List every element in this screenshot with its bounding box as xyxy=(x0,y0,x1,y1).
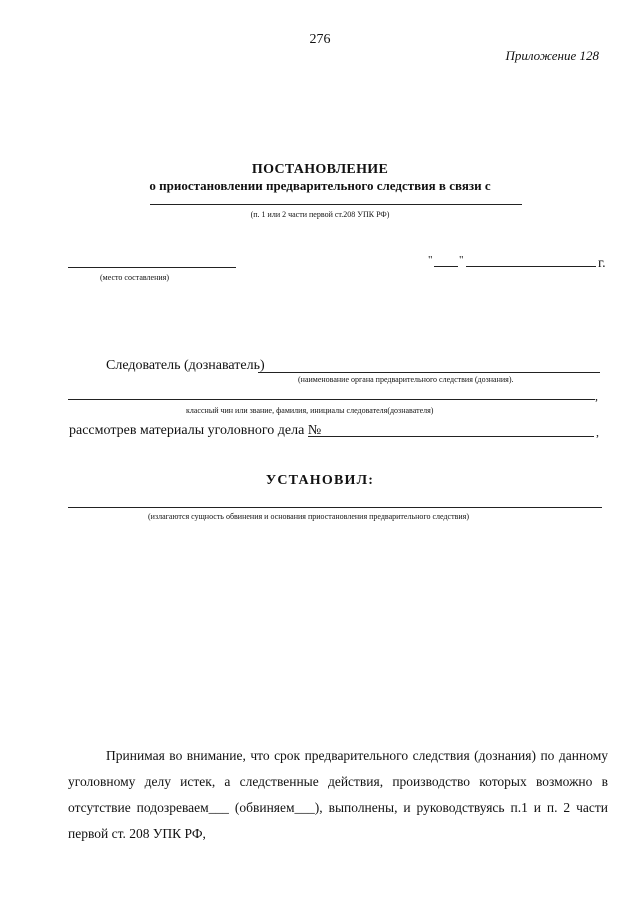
place-blank-line xyxy=(68,267,236,268)
page-number: 276 xyxy=(309,32,331,47)
date-quote-close: " xyxy=(459,254,464,266)
reason-blank-line xyxy=(150,204,522,205)
document-title: ПОСТАНОВЛЕНИЕ xyxy=(251,162,389,177)
agency-hint: (наименование органа предварительного следствия (дознания). xyxy=(298,375,514,384)
case-line-comma: , xyxy=(596,425,599,439)
appendix-label: Приложение 128 xyxy=(505,48,599,63)
place-hint: (место составления) xyxy=(100,273,169,282)
year-suffix: г. xyxy=(598,256,606,271)
established-heading: УСТАНОВИЛ: xyxy=(265,473,375,488)
rank-hint: классный чин или звание, фамилия, инициалы следователя(дознавателя) xyxy=(186,406,434,415)
body-paragraph xyxy=(68,743,608,847)
rank-blank-line xyxy=(68,399,595,400)
body-paragraph-text: Принимая во внимание, что срок предварительного следствия (дознания) по данному уголовному делу истек, а следственные действия, производство которых возможно в отсутствие подозреваем___ (обвиняем___), выполнены, и руководствуясь п.1 и п. 2 части первой ст. 208 УПК РФ, xyxy=(68,748,608,841)
date-month-line xyxy=(466,266,596,267)
essence-hint: (излагаются сущность обвинения и основания приостановления предварительного следствия) xyxy=(148,512,469,521)
essence-blank-line xyxy=(68,507,602,508)
reason-hint: (п. 1 или 2 части первой ст.208 УПК РФ) xyxy=(250,210,390,219)
date-day-line xyxy=(434,266,458,267)
investigator-label: Следователь (дознаватель) xyxy=(106,358,265,373)
case-number-label: рассмотрев материалы уголовного дела № xyxy=(69,423,322,438)
document-subtitle: о приостановлении предварительного следствия в связи с xyxy=(149,178,491,193)
rank-line-comma: , xyxy=(595,389,598,403)
case-number-line xyxy=(308,436,594,437)
date-quote-open: " xyxy=(428,254,433,266)
agency-blank-line xyxy=(258,372,600,373)
